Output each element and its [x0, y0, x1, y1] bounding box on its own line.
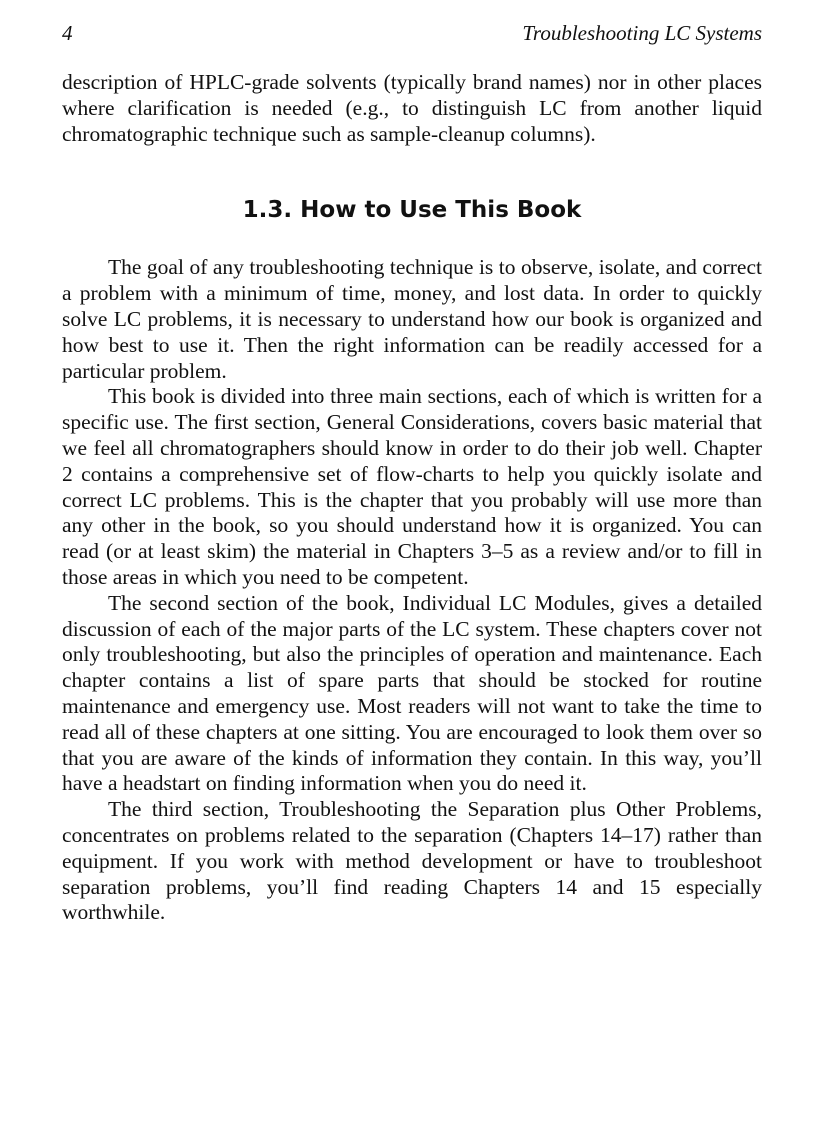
body-paragraph-2: This book is divided into three main sections, each of which is written for a specific use. The first section, General Considerations, covers basic material that we feel all chromatographers should know in order to do their job well. Chapter 2 contains a comprehensive set of flow-charts to help you quickly isolate and correct LC problems. This is the chapter that you probably will use more than any other in the book, so you should understand how it is organized. You can read (or at least skim) the material in Chapters 3–5 as a review and/or to fill in those areas in which you need to be competent. — [62, 384, 762, 589]
page-number: 4 — [62, 21, 73, 45]
intro-paragraph: description of HPLC-grade solvents (typically brand names) nor in other places where clarification is needed (e.g., to distinguish LC from another liquid chromatographic technique such as sample-cleanup columns). — [62, 70, 762, 146]
running-title: Troubleshooting LC Systems — [522, 21, 762, 45]
body-paragraph-3: The second section of the book, Individual LC Modules, gives a detailed discussion of each of the major parts of the LC system. These chapters cover not only troubleshooting, but also the principles of operation and maintenance. Each chapter contains a list of spare parts that should be stocked for routine maintenance and emergency use. Most readers will not want to take the time to read all of these chapters at one sitting. You are encouraged to look them over so that you are aware of the kinds of information they contain. In this way, you’ll have a headstart on finding information when you do need it. — [62, 590, 762, 796]
body-paragraph-4: The third section, Troubleshooting the Separation plus Other Problems, concentrates on problems related to the separation (Chapters 14–17) rather than equipment. If you work with method development or have to troubleshoot separation problems, you’ll find reading Chapters 14 and 15 especially worthwhile. — [62, 797, 762, 925]
body-paragraph-1: The goal of any troubleshooting technique is to observe, isolate, and correct a problem with a minimum of time, money, and lost data. In order to quickly solve LC problems, it is necessary to understand how our book is organized and how best to use it. Then the right information can be readily accessed for a particular problem. — [62, 255, 762, 383]
section-heading: 1.3. How to Use This Book — [242, 197, 582, 224]
running-header — [62, 18, 762, 48]
book-page — [62, 18, 762, 926]
